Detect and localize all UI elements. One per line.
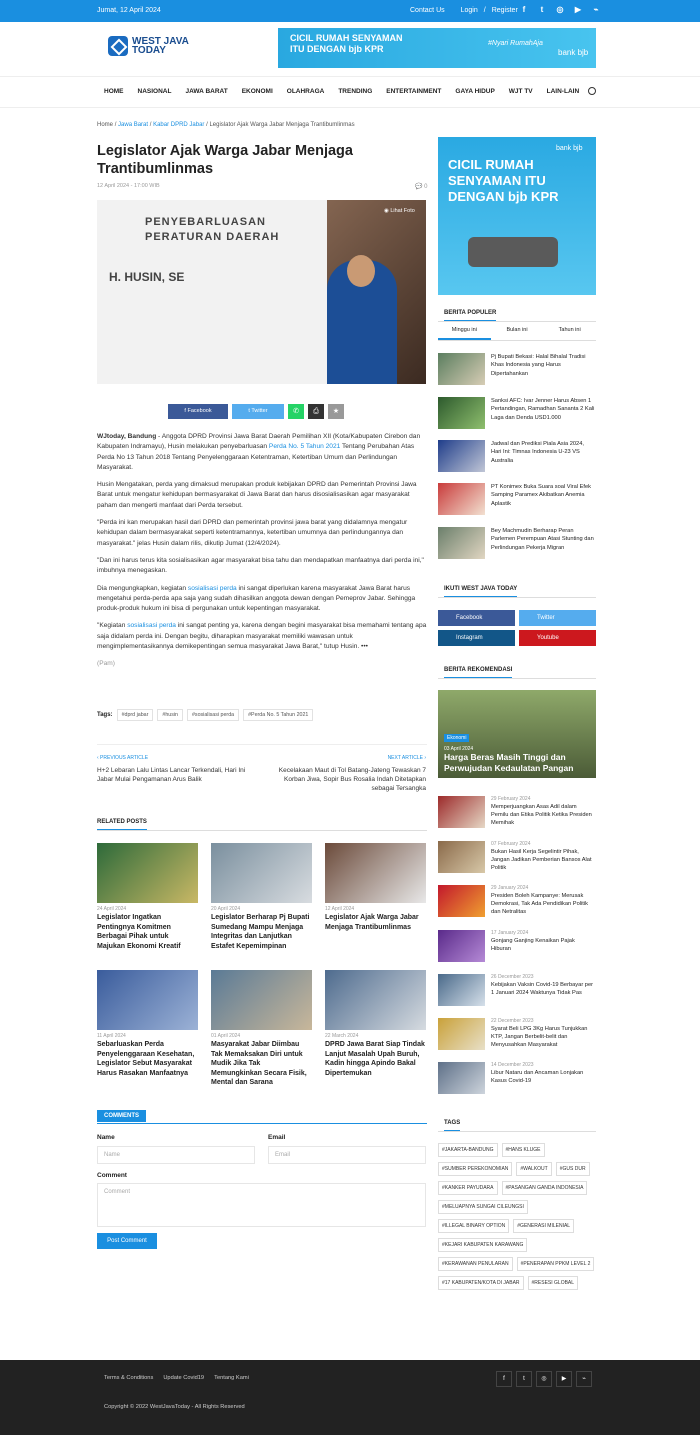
related-card[interactable] [325, 843, 426, 932]
text: "Kegiatan [97, 622, 128, 630]
perda-link[interactable]: Perda No. 5 Tahun 2021 [268, 443, 341, 451]
paragraph [97, 432, 427, 473]
footer-about-link[interactable]: Tentang Kami [214, 1375, 249, 1381]
rekomendasi-thumbnail[interactable] [438, 796, 485, 828]
nav-item-nasional[interactable]: NASIONAL [137, 88, 172, 95]
rekomendasi-thumbnail[interactable] [438, 885, 485, 917]
sidebar-tag[interactable]: #KEJARI KABUPATEN KARAWANG [438, 1238, 527, 1252]
popular-item[interactable] [438, 483, 596, 515]
rekomendasi-thumbnail[interactable] [438, 841, 485, 873]
tag-link[interactable]: #dprd jabar [117, 709, 154, 721]
follow-instagram-button[interactable] [438, 630, 515, 646]
category-badge[interactable]: Ekonomi [444, 734, 469, 742]
footer-covid-link[interactable]: Update Covid19 [163, 1375, 205, 1381]
rekomendasi-item[interactable] [438, 885, 596, 917]
rekomendasi-title[interactable]: Kebijakan Vaksin Covid-19 Berbayar per 1 Januari 2024 Waktunya Tidak Pas [491, 982, 594, 997]
tab-minggu-ini[interactable]: Minggu ini [438, 327, 491, 340]
lihat-foto-link[interactable] [384, 208, 415, 214]
related-thumbnail[interactable] [97, 970, 198, 1030]
sidebar-banner-line1: CICIL RUMAH [448, 157, 534, 172]
tag-link[interactable]: #sosialisasi perda [187, 709, 239, 721]
text: ini sangat diperlukan karena masyarakat Jawa Barat harus mengetahui perda-perda apa saja yang sudah dihasilkan anggota dewan dengan Pemeprov Jabar. Sehingga produk-produk hukum ini bisa di pergunakan untuk kepentingan masyarakat. [97, 584, 416, 613]
rekomendasi-heading: BERITA REKOMENDASI [444, 667, 512, 679]
breadcrumb-current: Legislator Ajak Warga Jabar Menjaga Trantibumlinmas [209, 122, 355, 128]
twitter-icon[interactable]: t [540, 5, 544, 14]
rekomendasi-date: 26 December 2023 [491, 974, 534, 980]
popular-thumbnail[interactable] [438, 440, 485, 472]
comment-count-value: 0 [424, 184, 428, 190]
post-comment-button[interactable]: Post Comment [97, 1233, 157, 1249]
rekomendasi-item[interactable] [438, 1062, 596, 1094]
previous-label: ‹ PREVIOUS ARTICLE [97, 755, 149, 761]
article-hero-image[interactable] [97, 200, 426, 384]
paragraph: "Perda ini kan merupakan hasil dari DPRD dan pemerintah provinsi jawa barat yang didalamnya mengatur kehidupan dalam bermasyarakat seperti ketentramannya, ketertiban umumnya dan perlindungannya dan masyarakat." jelas Husin dalam rilis, dikutip Jumat (12/4/2024). [97, 519, 408, 547]
sidebar-banner-headline [448, 157, 559, 205]
nav-item-lain-lain[interactable]: LAIN-LAIN [546, 88, 580, 95]
comment-label: Comment [97, 1172, 127, 1179]
related-title[interactable]: Sebarluaskan Perda Penyelenggaraan Kesehatan, Legislator Sebut Masyarakat Harus Rasakan Manfaatnya [97, 1041, 195, 1077]
rekomendasi-thumbnail[interactable] [438, 1018, 485, 1050]
divider [438, 321, 596, 322]
share-facebook-button[interactable] [168, 404, 228, 419]
sidebar-banner-brand: bank bjb [556, 145, 583, 152]
related-date: 11 April 2024 [97, 1033, 126, 1039]
share-twitter-button[interactable] [232, 404, 284, 419]
rekomendasi-item[interactable] [438, 796, 596, 828]
divider [438, 1131, 596, 1132]
nav-item-jawa-barat[interactable]: JAWA BARAT [185, 88, 228, 95]
divider [438, 597, 596, 598]
related-thumbnail[interactable] [97, 843, 198, 903]
nav-item-home[interactable]: HOME [104, 88, 124, 95]
article-title: Legislator Ajak Warga Jabar Menjaga Trantibumlinmas [97, 143, 353, 177]
sofa-illustration [468, 237, 558, 267]
breadcrumb-jawa-barat[interactable]: Jawa Barat [118, 122, 149, 128]
sidebar-ad-banner[interactable] [438, 137, 596, 295]
sidebar-tag[interactable]: #PENERAPAN PPKM LEVEL 2 [517, 1257, 595, 1271]
related-card[interactable] [325, 970, 426, 1078]
nav-item-ekonomi[interactable]: EKONOMI [241, 88, 273, 95]
follow-twitter-label: Twitter [537, 615, 555, 621]
rekomendasi-date: 17 January 2024 [491, 930, 529, 936]
sidebar-tag[interactable]: #RESESI GLOBAL [528, 1276, 579, 1290]
sosialisasi-link[interactable]: sosialisasi perda [127, 622, 176, 630]
name-field[interactable]: Name [97, 1146, 255, 1164]
sidebar-tag[interactable]: #PASANGAN GANDA INDONESIA [502, 1181, 588, 1195]
popular-title[interactable]: Pj Bupati Bekasi: Halal Bihalal Tradisi Khas Indonesia yang Harus Dipertahankan [491, 354, 586, 377]
logo-mark-icon [108, 36, 128, 56]
nav-item-wjt-tv[interactable]: WJT TV [508, 88, 533, 95]
top-social [520, 5, 600, 14]
tag-link[interactable]: #husin [157, 709, 183, 721]
sidebar-tag[interactable]: #GUS DUR [556, 1162, 590, 1176]
sidebar-tag[interactable]: #ILLEGAL BINARY OPTION [438, 1219, 509, 1233]
sidebar-banner-line3: DENGAN bjb KPR [448, 189, 559, 204]
banner-headline [290, 33, 403, 55]
main-nav [0, 76, 700, 108]
breadcrumb-separator: / [114, 122, 117, 128]
sidebar-tag[interactable]: #MELUAPNYA SUNGAI CILEUNGSI [438, 1200, 528, 1214]
twitter-icon[interactable]: t [516, 1371, 532, 1387]
lihat-foto-label: Lihat Foto [390, 208, 415, 214]
breadcrumb-separator: / [149, 122, 152, 128]
sidebar-tag[interactable]: #JAKARTA-BANDUNG [438, 1143, 498, 1157]
hero-line2: PERATURAN DAERAH [145, 231, 280, 243]
popular-thumbnail[interactable] [438, 397, 485, 429]
top-bar [0, 0, 700, 22]
related-title[interactable]: Masyarakat Jabar Diimbau Tak Memaksakan Diri untuk Mudik Jika Tak Memungkinkan Secara Fisik, Mental dan Sarana [211, 1041, 307, 1087]
sosialisasi-link[interactable]: sosialisasi perda [187, 584, 237, 592]
breadcrumb-kabar-dprd[interactable]: Kabar DPRD Jabar [153, 122, 205, 128]
popular-thumbnail[interactable] [438, 483, 485, 515]
facebook-icon: f [184, 408, 188, 414]
related-card[interactable] [97, 970, 198, 1078]
comment-textarea[interactable]: Comment [97, 1183, 426, 1227]
banner-slogan: #Nyari RumahAja [488, 40, 543, 47]
related-thumbnail[interactable] [211, 970, 312, 1030]
rss-icon[interactable]: ⌁ [593, 5, 599, 14]
register-link[interactable]: Register [491, 7, 518, 14]
next-label: NEXT ARTICLE › [387, 755, 426, 761]
tag-link[interactable]: #Perda No. 5 Tahun 2021 [243, 709, 313, 721]
article-tags [97, 709, 313, 721]
divider [438, 678, 596, 679]
nav-item-entertainment[interactable]: ENTERTAINMENT [386, 88, 442, 95]
rekomendasi-title[interactable]: Presiden Boleh Kampanye: Merusak Demokrasi, Tak Ada Pendidikan Politik dan Netralitas [491, 893, 588, 916]
related-date: 12 April 2024 [325, 906, 355, 912]
instagram-icon[interactable]: ◎ [556, 5, 564, 14]
paragraph [97, 584, 427, 615]
follow-heading: IKUTI WEST JAVA TODAY [444, 586, 517, 598]
related-thumbnail[interactable] [325, 843, 426, 903]
breadcrumb [97, 122, 355, 128]
next-title: Kecelakaan Maut di Tol Batang-Jateng Tewaskan 7 Korban Jiwa, Sopir Bus Rosalia Indah Ditetapkan sebagai Tersangka [278, 767, 426, 792]
contact-link[interactable]: Contact Us [410, 7, 445, 14]
author-credit: (Pam) [97, 660, 115, 668]
rekomendasi-item[interactable] [438, 841, 596, 873]
tag-list [117, 709, 314, 721]
banner-brand: bank bjb [558, 48, 589, 57]
sidebar-tag[interactable]: #SUMBER PEREKONOMIAN [438, 1162, 512, 1176]
divider [97, 1123, 427, 1124]
copyright: Copyright © 2022 WestJavaToday - All Rights Reserved [104, 1404, 245, 1410]
rekomendasi-thumbnail[interactable] [438, 930, 485, 962]
email-label: Email [268, 1134, 286, 1141]
popular-title[interactable]: Bey Machmudin Berharap Peran Parlemen Perempuan Atasi Stunting dan Perlindungan Pekerja Migran [491, 528, 594, 551]
breadcrumb-home[interactable]: Home [97, 122, 114, 128]
rekomendasi-featured[interactable] [438, 690, 596, 778]
current-date: Jumat, 12 April 2024 [97, 7, 161, 14]
rekomendasi-date: 22 December 2023 [491, 1018, 534, 1024]
rekomendasi-title[interactable]: Libur Nataru dan Ancaman Lonjakan Kasus Covid-19 [491, 1070, 584, 1085]
share-facebook-label: Facebook [187, 408, 212, 414]
banner-line2: ITU DENGAN bjb KPR [290, 44, 384, 54]
related-title[interactable]: Legislator Ajak Warga Jabar Menjaga Trantibumlinmas [325, 914, 419, 931]
related-date: 22 March 2024 [325, 1033, 359, 1039]
popular-item[interactable] [438, 397, 596, 429]
follow-twitter-button[interactable] [519, 610, 596, 626]
footer-links [104, 1375, 249, 1381]
facebook-icon[interactable]: f [496, 1371, 512, 1387]
text: - Anggota DPRD Provinsi Jawa Barat Daerah Pemilihan XII (Kota/Kabupaten Cirebon dan Kabupaten Indramayu), Husin melakukan penyebarluasan [97, 433, 421, 451]
popular-heading: BERITA POPULER [444, 310, 496, 322]
paragraph: Husin Mengatakan, perda yang dimaksud merupakan produk kebijakan DPRD dan Pemerintah Provinsi Jawa Barat untuk mengatur kehidupan bermasyarakat di Jawa Barat dan harus disosialisasikan agar masyarakat paham dan mengerti manfaat dari Perda tersebut. [97, 481, 417, 509]
email-field[interactable]: Email [268, 1146, 426, 1164]
rekomendasi-item[interactable] [438, 974, 596, 1006]
rekomendasi-title[interactable]: Gonjang Ganjing Kenaikan Pajak Hiburan [491, 938, 575, 953]
related-card[interactable] [211, 843, 312, 951]
logo-line1: WEST JAVA [132, 36, 189, 47]
popular-item[interactable] [438, 440, 596, 472]
camera-icon: ◉ [384, 208, 391, 214]
popular-thumbnail[interactable] [438, 353, 485, 385]
paragraph: "Dan ini harus terus kita sosialisasikan agar masyarakat bisa tahu dan mendapatkan manfaatnya dari perda ini," imbuhnya menegaskan. [97, 556, 424, 575]
nav-list [104, 88, 593, 95]
youtube-icon[interactable]: ▶ [574, 5, 582, 14]
text: Dia mengungkapkan, kegiatan [97, 584, 188, 592]
popular-item[interactable] [438, 527, 596, 559]
related-posts-heading: RELATED POSTS [97, 819, 147, 831]
paragraph [97, 621, 427, 652]
related-thumbnail[interactable] [211, 843, 312, 903]
text: Tentang Perubahan Atas Perda No 13 Tahun 2018 Tentang Penyelenggaraan Ketentraman, Ketertiban Umum dan Perlindungan Masyarakat. [97, 443, 415, 471]
top-links [410, 7, 518, 14]
rekomendasi-item[interactable] [438, 1018, 596, 1050]
next-article[interactable] [272, 755, 426, 793]
article-body [97, 432, 427, 677]
tags-label: Tags: [97, 712, 113, 718]
hero-line1: PENYEBARLUASAN [145, 216, 266, 228]
sidebar-tag[interactable]: #HANS KLUGE [502, 1143, 545, 1157]
divider [97, 744, 427, 745]
share-bar [168, 404, 344, 419]
rekomendasi-title[interactable]: Syarat Beli LPG 3Kg Harus Tunjukkan KTP, Jangan Berbelit-belit dan Menyusahkan Masyarakat [491, 1026, 588, 1049]
rekomendasi-title[interactable]: Memperjuangkan Asas Adil dalam Pemilu dan Etika Politik Ketika Presiden Memihak [491, 804, 592, 827]
sidebar-tag[interactable]: #KERAWANAN PENULARAN [438, 1257, 513, 1271]
facebook-icon[interactable]: f [522, 5, 526, 14]
related-card[interactable] [97, 843, 198, 951]
text: ini sangat penting ya, karena dengan begini masyarakat bisa memahami tentang apa saja didalam perda ini. Dengan begitu, diharapkan masyarakat memiliki wawasan untuk mengimplementasikannya demikepentingan semua masyarakat Jawa Barat," tutup Husin. ••• [97, 622, 427, 651]
site-footer [0, 1360, 700, 1435]
dateline: WJtoday, Bandung [97, 433, 157, 440]
login-link[interactable]: Login [460, 7, 478, 14]
rekomendasi-date: 29 February 2024 [491, 796, 531, 802]
name-label: Name [97, 1134, 115, 1141]
print-icon[interactable]: ⎙ [308, 404, 324, 419]
star-icon[interactable]: ★ [328, 404, 344, 419]
popular-title[interactable]: Jadwal dan Prediksi Piala Asia 2024, Hari Ini: Timnas Indonesia U-23 VS Australia [491, 441, 584, 464]
featured-title: Harga Beras Masih Tinggi dan Perwujudan Kedaulatan Pangan [444, 752, 574, 773]
rss-icon[interactable]: ⌁ [576, 1371, 592, 1387]
comment-count[interactable] [415, 183, 428, 190]
sidebar-tag[interactable]: #KANKER PAYUDARA [438, 1181, 498, 1195]
hero-name: H. HUSIN, SE [109, 270, 185, 284]
link-separator: / [483, 7, 486, 14]
instagram-icon[interactable]: ◎ [536, 1371, 552, 1387]
rekomendasi-date: 07 February 2024 [491, 841, 531, 847]
article-meta: 12 April 2024 - 17:00 WIB [97, 183, 160, 189]
youtube-icon[interactable]: ▶ [556, 1371, 572, 1387]
popular-item[interactable] [438, 353, 596, 385]
divider [438, 340, 596, 341]
sidebar-banner-line2: SENYAMAN ITU [448, 173, 546, 188]
popular-title[interactable]: Sanksi AFC: Ivar Jenner Harus Absen 1 Pertandingan, Ramadhan Sananta 2 Kali Laga dan Denda USD1.000 [491, 398, 595, 421]
related-date: 20 April 2024 [211, 906, 241, 912]
logo-text [132, 37, 189, 55]
related-title[interactable]: DPRD Jawa Barat Siap Tindak Lanjut Masalah Upah Buruh, Kadin hingga Apindo Bakal Dipertemukan [325, 1041, 425, 1077]
previous-title: H+2 Lebaran Lalu Lintas Lancar Terkendali, Hari Ini Jabar Mulai Pengamanan Arus Balik [97, 767, 246, 783]
comment-icon: 💬 [415, 184, 423, 190]
nav-item-trending[interactable]: TRENDING [338, 88, 373, 95]
speaker-head [347, 255, 375, 287]
rekomendasi-date: 14 December 2023 [491, 1062, 534, 1068]
site-logo[interactable] [108, 36, 189, 56]
sidebar-tag[interactable]: #17 KABUPATEN/KOTA DI JABAR [438, 1276, 524, 1290]
tag-cloud [438, 1143, 600, 1290]
rekomendasi-thumbnail[interactable] [438, 1062, 485, 1094]
nav-item-olahraga[interactable]: OLAHRAGA [286, 88, 325, 95]
related-date: 24 April 2024 [97, 906, 127, 912]
rekomendasi-date: 29 January 2024 [491, 885, 529, 891]
banner-line1: CICIL RUMAH SENYAMAN [290, 33, 403, 43]
comments-heading: COMMENTS [97, 1110, 146, 1122]
follow-instagram-label: Instagram [456, 635, 483, 641]
whatsapp-icon[interactable]: ✆ [288, 404, 304, 419]
footer-terms-link[interactable]: Terms & Conditions [104, 1375, 154, 1381]
popular-title[interactable]: PT Konimex Buka Suara soal Viral Efek Samping Paramex Akibatkan Anemia Aplastik [491, 484, 592, 507]
popular-tabs [438, 327, 596, 340]
tags-heading: TAGS [444, 1120, 460, 1132]
rekomendasi-title[interactable]: Bukan Hasil Kerja Segelintir Pihak, Jangan Jadikan Pemberian Bansos Alat Politik [491, 849, 592, 872]
related-title[interactable]: Legislator Berharap Pj Bupati Sumedang Mampu Menjaga Integritas dan Lanjutkan Estafet Kepemimpinan [211, 914, 310, 950]
twitter-icon: t [248, 408, 252, 414]
search-icon[interactable] [588, 87, 596, 95]
tab-bulan-ini[interactable]: Bulan ini [506, 327, 528, 333]
related-card[interactable] [211, 970, 312, 1088]
follow-youtube-button[interactable] [519, 630, 596, 646]
divider [97, 830, 427, 831]
logo-line2: TODAY [132, 45, 166, 56]
top-ad-banner[interactable] [278, 28, 596, 68]
follow-facebook-button[interactable] [438, 610, 515, 626]
related-date: 01 April 2024 [211, 1033, 241, 1039]
follow-youtube-label: Youtube [537, 635, 559, 641]
footer-social [496, 1371, 592, 1387]
featured-date: 03 April 2024 [444, 746, 474, 752]
rekomendasi-item[interactable] [438, 930, 596, 962]
sidebar-tag[interactable]: #GENERASI MILENIAL [513, 1219, 574, 1233]
sidebar-tag[interactable]: #WALKOUT [516, 1162, 551, 1176]
nav-item-gaya-hidup[interactable]: GAYA HIDUP [455, 88, 495, 95]
related-title[interactable]: Legislator Ingatkan Pentingnya Komitmen Berbagai Pihak untuk Majukan Ekonomi Kreatif [97, 914, 181, 950]
previous-article[interactable] [97, 755, 257, 784]
follow-facebook-label: Facebook [456, 615, 483, 621]
rekomendasi-thumbnail[interactable] [438, 974, 485, 1006]
share-twitter-label: Twitter [251, 408, 268, 414]
tab-tahun-ini[interactable]: Tahun ini [558, 327, 581, 333]
breadcrumb-separator: / [206, 122, 208, 128]
related-thumbnail[interactable] [325, 970, 426, 1030]
popular-thumbnail[interactable] [438, 527, 485, 559]
